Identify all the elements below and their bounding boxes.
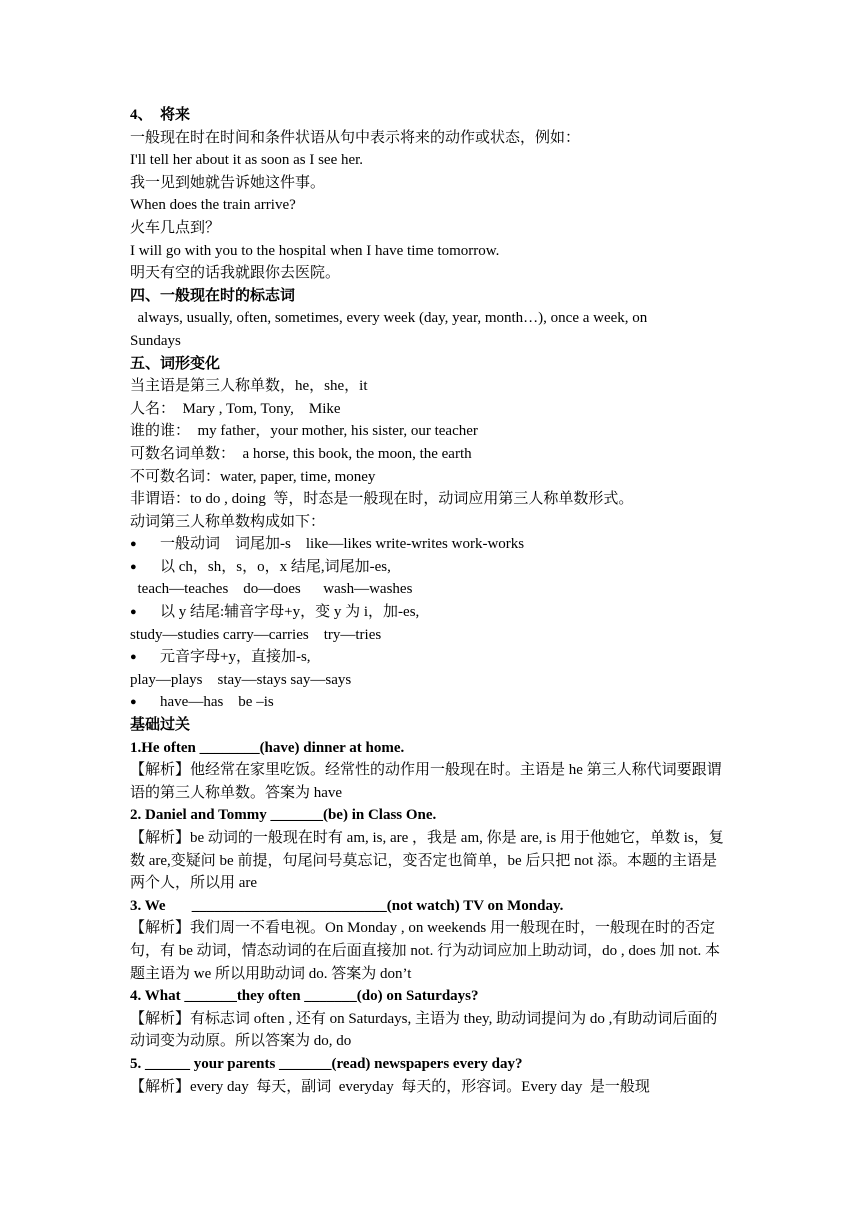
rule-1-text: 一般动词 词尾加-s like—likes write-writes work-works: [160, 536, 525, 553]
forms-uncountable: 不可数名词：water, paper, time, money: [130, 468, 376, 485]
rule-4-text: 元音字母+y，直接加-s,: [160, 649, 311, 666]
example-3-chinese: 明天有空的话我就跟你去医院。: [130, 265, 341, 282]
question-5: 5. ______ your parents _______(read) newspapers every day?: [130, 1055, 523, 1072]
future-description: 一般现在时在时间和条件状语从句中表示将来的动作或状态，例如：: [130, 129, 581, 146]
question-2: 2. Daniel and Tommy _______(be) in Class One.: [130, 807, 437, 824]
forms-nonfinite: 非谓语：to do , doing 等，时态是一般现在时，动词应用第三人称单数形式。: [130, 491, 634, 508]
question-3: 3. We __________________________(not watch) TV on Monday.: [130, 897, 564, 914]
rule-1: [130, 533, 732, 556]
rule-2: [130, 556, 732, 579]
bullet-icon: [130, 533, 160, 557]
answer-3: 【解析】我们周一不看电视。On Monday , on weekends 用一般现在时，一般现在时的否定句，有 be 动词，情态动词的在后面直接加 not. 行为动词应加上助动词，do , does 加 not. 本题主语为 we 所以用助动词 do. 答案为 don’t: [130, 920, 720, 982]
rule-4: [130, 646, 732, 669]
example-2-english: When does the train arrive?: [130, 197, 296, 214]
document-page: [130, 104, 732, 1098]
example-1-chinese: 我一见到她就告诉她这件事。: [130, 174, 326, 191]
section-heading-forms: 五、词形变化: [130, 355, 221, 372]
forms-whose: 谁的谁： my father，your mother, his sister, our teacher: [130, 423, 478, 440]
markers-line-2: Sundays: [130, 332, 181, 349]
bullet-icon: [130, 646, 160, 670]
rule-3-examples: study—studies carry—carries try—tries: [130, 626, 382, 643]
forms-intro: 当主语是第三人称单数，he，she，it: [130, 378, 368, 395]
question-4: 4. What _______they often _______(do) on Saturdays?: [130, 988, 479, 1005]
rules-intro: 动词第三人称单数构成如下：: [130, 513, 326, 530]
example-1-english: I'll tell her about it as soon as I see her.: [130, 152, 364, 169]
practice-heading: 基础过关: [130, 717, 191, 734]
rule-3: [130, 601, 732, 624]
example-2-chinese: 火车几点到？: [130, 219, 221, 236]
rule-4-examples: play—plays stay—stays say—says: [130, 671, 352, 688]
section-heading-markers: 四、一般现在时的标志词: [130, 287, 296, 304]
answer-2: 【解析】be 动词的一般现在时有 am, is, are ，我是 am, 你是 are, is 用于他她它，单数 is，复数 are,变疑问 be 前提，句尾问号莫忘记，变否定也简单，be 后只把 not 添。本题的主语是两个人，所以用 are: [130, 830, 724, 892]
example-3-english: I will go with you to the hospital when I have time tomorrow.: [130, 242, 500, 259]
bullet-icon: [130, 691, 160, 715]
forms-names: 人名： Mary , Tom, Tony, Mike: [130, 400, 341, 417]
rule-5: [130, 691, 732, 714]
markers-line-1: always, usually, often, sometimes, every week (day, year, month…), once a week, on: [130, 310, 648, 327]
rule-3-text: 以 y 结尾:辅音字母+y，变 y 为 i，加-es,: [160, 604, 420, 621]
forms-countable: 可数名词单数： a horse, this book, the moon, the earth: [130, 445, 472, 462]
answer-5: 【解析】every day 每天，副词 everyday 每天的，形容词。Every day 是一般现: [130, 1078, 650, 1095]
answer-1: 【解析】他经常在家里吃饭。经常性的动作用一般现在时。主语是 he 第三人称代词要跟谓语的第三人称单数。答案为 have: [130, 762, 722, 801]
bullet-icon: [130, 556, 160, 580]
bullet-icon: [130, 601, 160, 625]
answer-4: 【解析】有标志词 often , 还有 on Saturdays, 主语为 they, 助动词提问为 do ,有助动词后面的动词变为动原。所以答案为 do, do: [130, 1010, 718, 1050]
rule-5-text: have—has be –is: [160, 694, 274, 711]
rule-2-text: 以 ch，sh，s，o，x 结尾,词尾加-es,: [160, 558, 391, 575]
rule-2-examples: teach—teaches do—does wash—washes: [130, 581, 413, 598]
question-1: 1.He often ________(have) dinner at home.: [130, 739, 405, 756]
section-heading-future: 4、 将来: [130, 107, 191, 123]
